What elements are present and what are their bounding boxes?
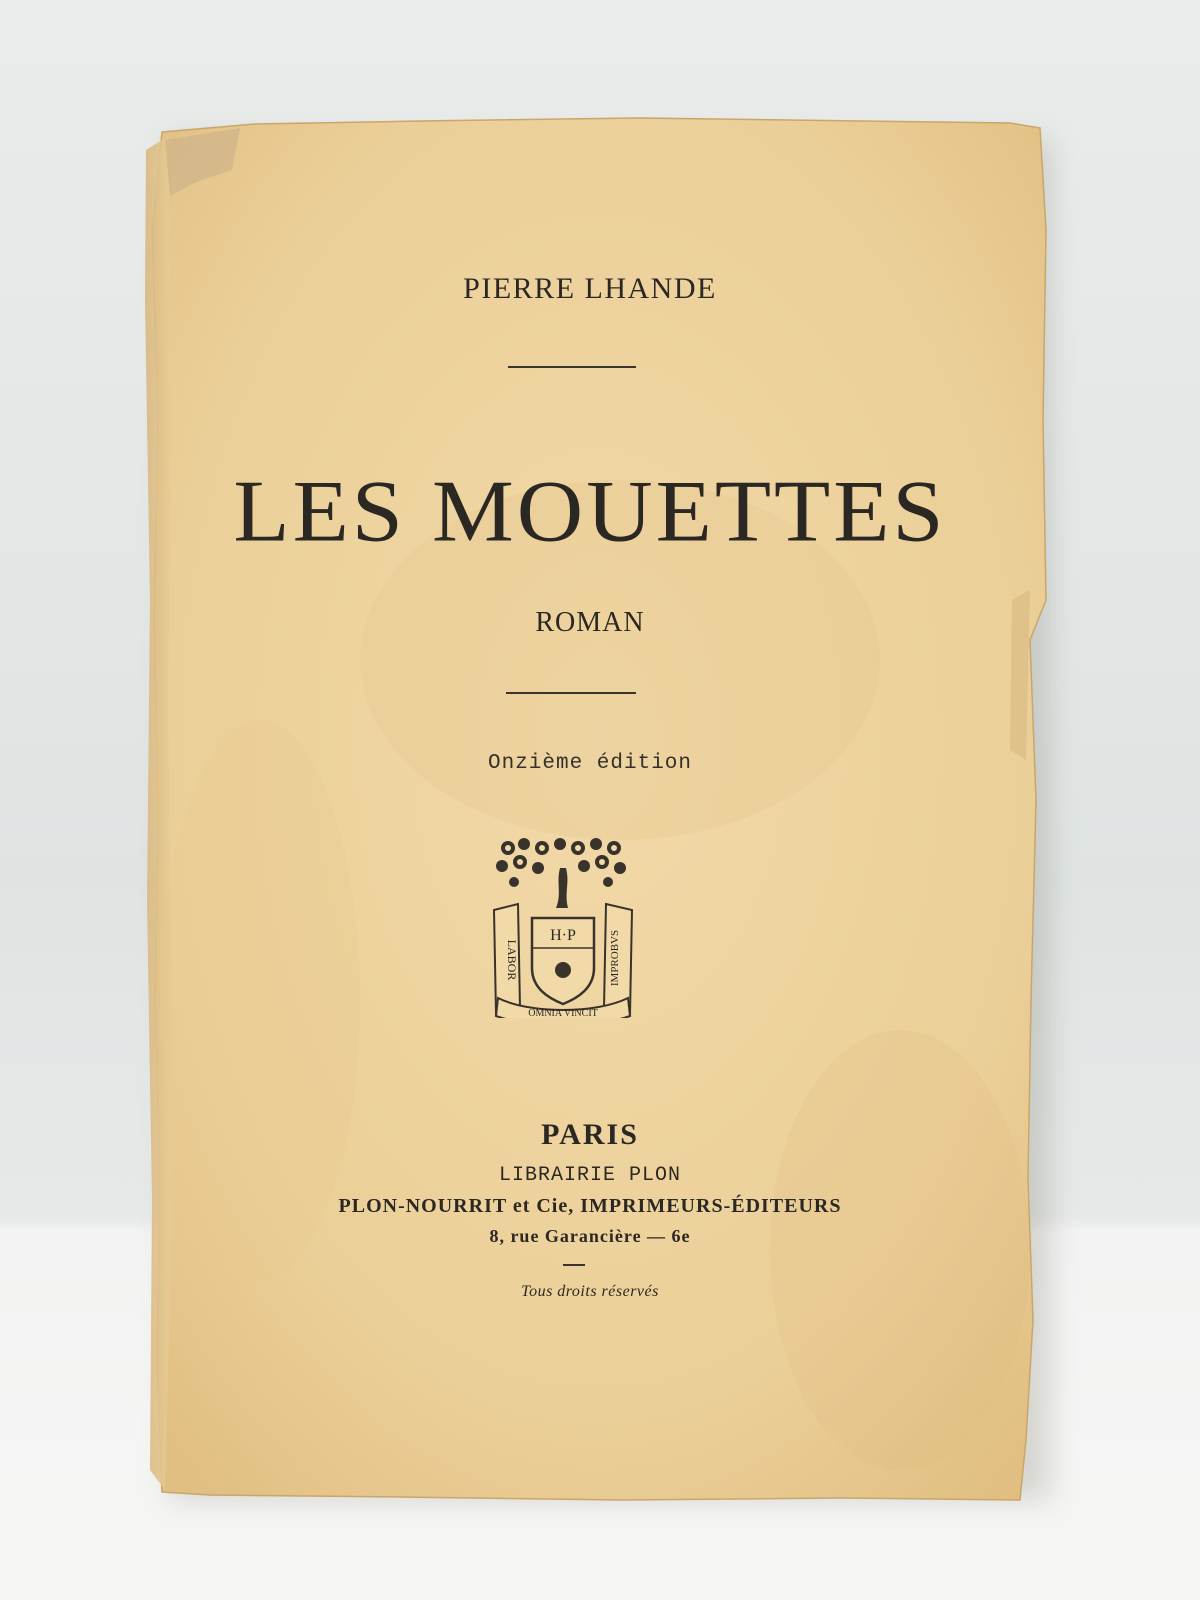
top-divider xyxy=(508,366,636,368)
emblem-motto-right: IMPROBVS xyxy=(609,929,621,987)
emblem-monogram: H·P xyxy=(550,927,576,944)
emblem-graphic xyxy=(490,838,638,1018)
emblem-bee-icon xyxy=(555,962,571,978)
book-title: LES MOUETTES xyxy=(233,462,947,560)
edition-label: Onzième édition xyxy=(487,752,693,775)
emblem-motto-left: LABOR xyxy=(505,939,519,981)
rights-notice: Tous droits réservés xyxy=(521,1283,659,1300)
genre-label: ROMAN xyxy=(535,607,645,638)
imprint-publisher: LIBRAIRIE PLON xyxy=(498,1164,682,1187)
imprint-printers: PLON-NOURRIT et Cie, IMPRIMEURS-ÉDITEURS xyxy=(338,1195,842,1217)
emblem-motto-bottom: OMNIA VINCIT xyxy=(528,1008,598,1018)
publisher-emblem xyxy=(490,838,638,1018)
author-name: PIERRE LHANDE xyxy=(463,272,717,305)
emblem-tree-trunk xyxy=(556,868,568,908)
middle-divider xyxy=(506,692,636,694)
bottom-divider xyxy=(563,1264,585,1266)
imprint-place: PARIS xyxy=(541,1118,639,1151)
imprint-address: 8, rue Garancière — 6e xyxy=(489,1226,691,1246)
cover-stain-2 xyxy=(770,1030,1030,1470)
